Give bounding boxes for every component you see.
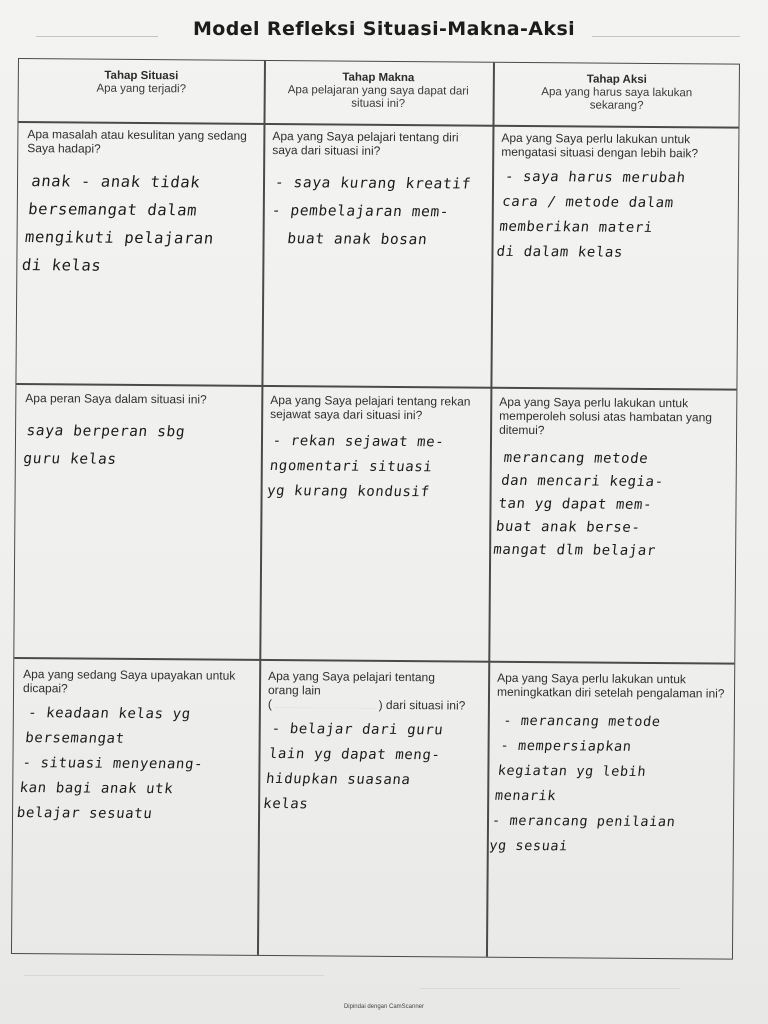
answer-line: bersemangat [24,730,126,747]
prompt-text: Apa yang sedang Saya upayakan untuk dicapai? [22,667,236,696]
cell-situasi-3 [13,663,259,828]
open-paren: ( [267,696,272,712]
scanner-watermark: Dipindai dengan CamScanner [343,1004,425,1010]
answer-line: kegiatan yg lebih [496,762,648,780]
answer-line: lain yg dapat meng- [268,745,442,764]
answer-line: - pembelajaran mem- [270,203,450,221]
handwritten-answer [262,717,485,819]
answer-line: belajar sesuatu [15,805,154,823]
prompt-text: Apa yang Saya perlu lakukan untuk meningkatkan diri setelah pengalaman ini? [496,670,725,701]
answer-line: kan bagi anak utk [18,780,175,798]
cell-makna-2 [261,389,491,506]
header-subtitle: Apa pelajaran yang saya dapat dari situasi ini? [287,84,469,111]
prompt-text: Apa yang Saya perlu lakukan untuk mengatasi situasi dengan lebih baik? [501,130,699,161]
answer-line: tan yg dapat mem- [497,495,653,513]
answer-line: - merancang metode [502,712,662,731]
header-makna [263,61,492,125]
header-title: Tahap Situasi [104,69,179,83]
answer-line: - saya kurang kreatif [274,175,472,193]
answer-line: - keadaan kelas yg [27,705,192,723]
document-title: Model Refleksi Situasi-Makna-Aksi [192,18,576,40]
answer-line: mangat dlm belajar [492,541,657,560]
answer-line: buat anak bosan [267,230,429,249]
answer-line: ngomentari situasi [268,457,434,476]
handwritten-answer [22,417,256,475]
answer-line: yg kurang kondusif [266,482,431,501]
prompt-text: Apa yang Saya pelajari tentang diri saya dari situasi ini? [272,129,459,158]
answer-line: menarik [494,787,557,805]
answer-line: - mempersiapkan [499,737,633,755]
prompt-text [268,669,480,713]
cell-aksi-1 [491,127,740,267]
prompt-text: Apa yang Saya perlu lakukan untuk memperoleh solusi atas hambatan yang ditemui? [499,394,713,438]
answer-line: guru kelas [22,451,118,468]
handwritten-answer [488,709,736,861]
answer-line: mengikuti pelajaran [24,228,215,248]
title-rule-right [592,36,740,37]
cell-makna-1 [262,125,492,255]
prompt-text: Apa masalah atau kesulitan yang sedang Saya hadapi? [27,127,247,156]
answer-line: yg sesuai [488,837,569,855]
header-aksi [492,63,740,127]
answer-line: di kelas [20,256,103,275]
cell-makna-3 [258,665,488,819]
title-rule-left [36,36,158,37]
answer-line: - saya harus merubah [504,168,687,187]
cell-situasi-2 [16,387,262,475]
header-title: Tahap Aksi [586,73,647,86]
answer-line: anak - anak tidak [30,172,202,192]
answer-line: cara / metode dalam [501,193,675,212]
handwritten-answer [267,169,488,255]
header-subtitle: Apa yang harus saya lakukan sekarang? [541,86,693,112]
answer-line: kelas [262,795,310,813]
answer-line: - situasi menyenang- [21,755,204,773]
answer-line: saya berperan sbg [25,423,187,441]
prompt-line [268,697,480,713]
answer-line: buat anak berse- [495,518,642,536]
handwritten-answer [266,429,486,506]
prompt-text: Apa peran Saya dalam situasi ini? [25,391,207,407]
cell-situasi-1 [17,123,263,281]
header-subtitle: Apa yang terjadi? [96,82,187,96]
prompt-text: Apa yang Saya pelajari tentang rekan sejawat saya dari situasi ini? [270,392,471,423]
cell-aksi-2 [489,391,738,564]
header-title: Tahap Makna [342,71,415,85]
prompt-line: Apa yang Saya pelajari tentang [268,668,436,685]
answer-line: - rekan sejawat me- [271,433,446,451]
answer-line: di dalam kelas [495,243,624,261]
handwritten-answer [495,165,737,267]
answer-line: - belajar dari guru [270,721,445,739]
scan-artifact [420,988,680,989]
answer-line: dan mencari kegia- [500,472,665,491]
cell-aksi-3 [487,667,737,861]
answer-line: memberikan materi [498,218,654,236]
prompt-line: orang lain [267,682,321,698]
answer-line: - merancang penilaian [491,812,677,831]
handwritten-answer [492,447,736,564]
scan-artifact [24,975,324,976]
answer-line: bersemangat dalam [27,200,199,220]
handwritten-answer [15,701,257,828]
reflection-table [11,58,740,960]
answer-line: merancang metode [502,449,650,467]
handwritten-answer [20,167,261,281]
answer-line: hidupkan suasana [265,770,412,789]
header-situasi [19,59,264,123]
close-paren-text: ) dari situasi ini? [378,697,466,713]
blank-field [275,697,375,709]
